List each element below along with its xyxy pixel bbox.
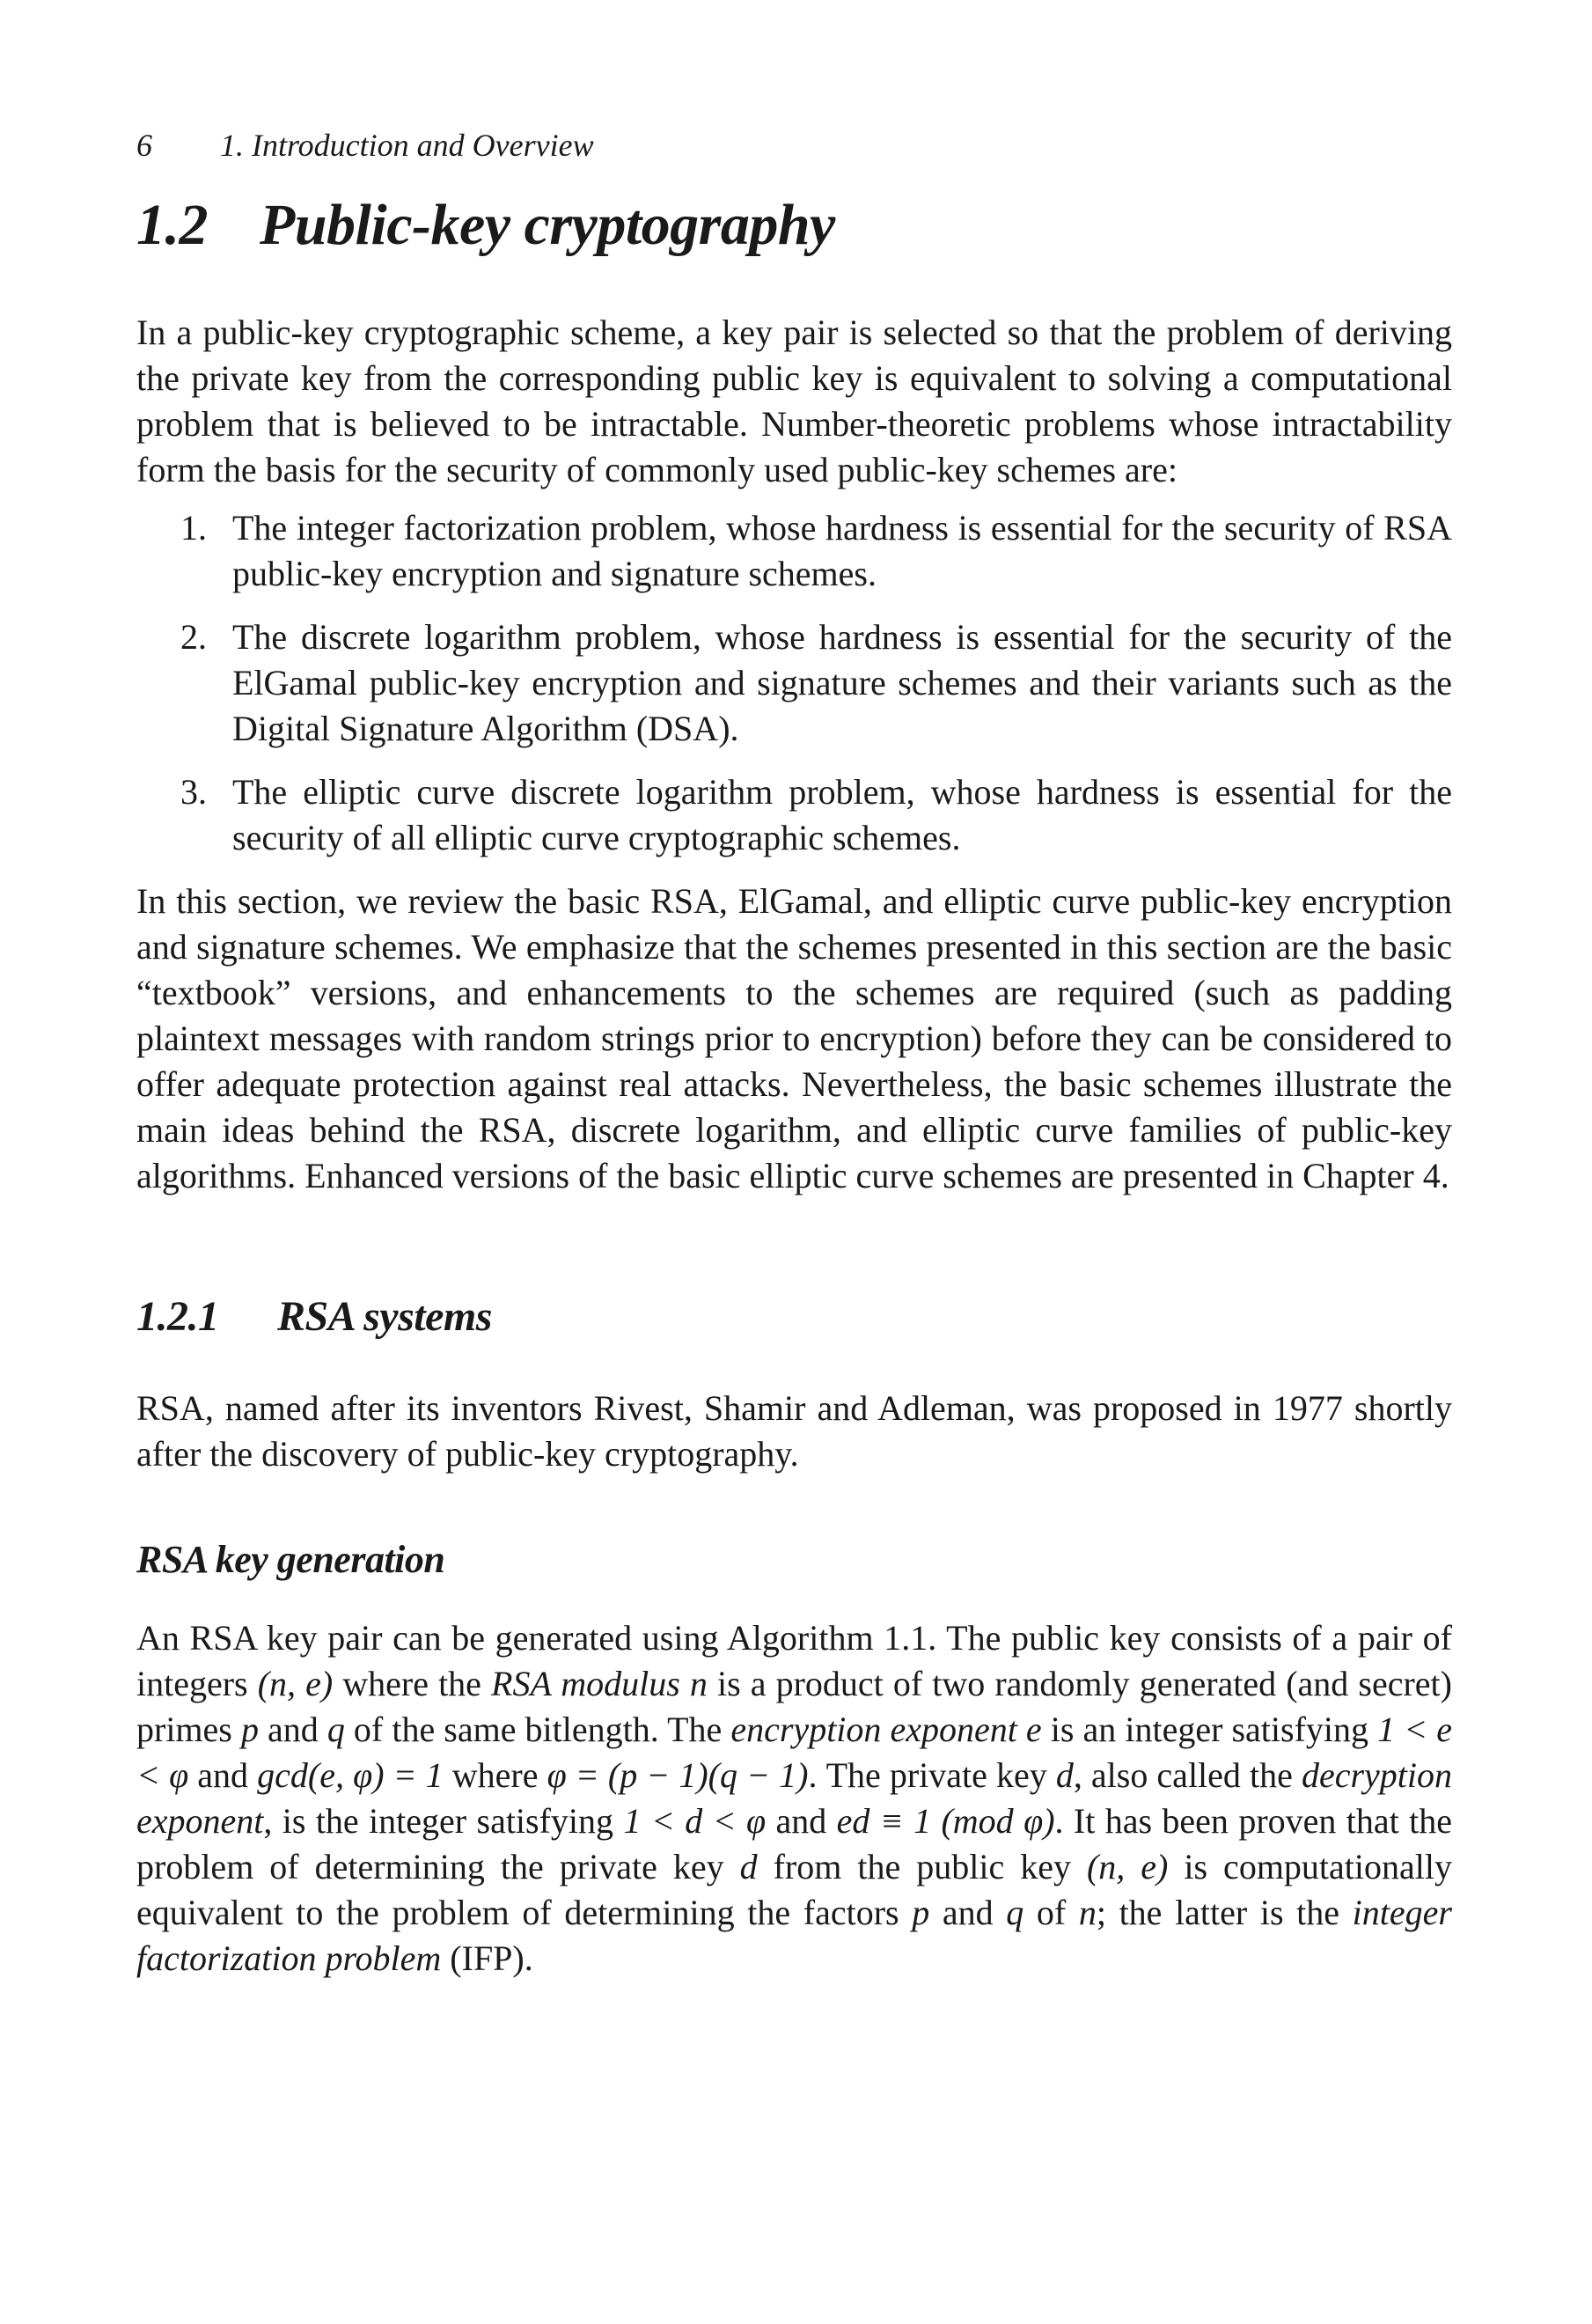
subsection-heading (136, 1291, 1452, 1342)
term-encryption-exponent: encryption exponent e (730, 1710, 1042, 1750)
term-decryption-exponent: decryption exponent (136, 1755, 1453, 1842)
list-item (136, 769, 1452, 861)
running-head (136, 123, 1452, 167)
math-inline: p (912, 1893, 930, 1933)
math-inline: 1 < d < φ (623, 1801, 767, 1842)
list-item (136, 505, 1452, 597)
math-inline: ed ≡ 1 (mod φ) (836, 1801, 1055, 1842)
term-integer-factorization-problem: integer factorization problem (136, 1893, 1452, 1979)
list-marker: 2. (180, 616, 207, 657)
document-page (136, 123, 1452, 1982)
math-inline: p (240, 1710, 259, 1750)
list-marker: 1. (180, 507, 207, 548)
subsection-number: 1.2.1 (136, 1292, 219, 1340)
math-inline: q (1006, 1893, 1024, 1933)
subsection-title: RSA systems (277, 1292, 492, 1340)
math-inline: (n, e) (257, 1664, 334, 1704)
rsa-intro-paragraph: RSA, named after its inventors Rivest, Shamir and Adleman, was proposed in 1977 shortly after the discovery of public-key cryptography. (136, 1388, 1452, 1475)
list-item-text: The discrete logarithm problem, whose hardness is essential for the security of the ElGamal public-key encryption and signature schemes and their variants such as the Digital Signature Algorithm (DSA). (232, 616, 1452, 748)
list-item-text: The elliptic curve discrete logarithm problem, whose hardness is essential for the security of all elliptic curve cryptographic schemes. (232, 771, 1452, 857)
page-number: 6 (136, 128, 152, 163)
math-inline: φ = (p − 1)(q − 1) (547, 1755, 809, 1796)
list-item (136, 614, 1452, 752)
intro-paragraph: In a public-key cryptographic scheme, a key pair is selected so that the problem of deriving the private key from the corresponding public key is equivalent to solving a computational problem that is believed to be intractable. Number-theoretic problems whose intractability form the basis for the security of commonly used public-key schemes are: (136, 312, 1452, 489)
list-marker: 3. (180, 771, 207, 812)
chapter-title: 1. Introduction and Overview (220, 128, 594, 163)
math-inline: n (1078, 1893, 1097, 1933)
problem-list (136, 505, 1452, 861)
keygen-heading: RSA key generation (136, 1538, 445, 1582)
math-inline: d (739, 1847, 758, 1887)
section-heading (136, 192, 1452, 259)
math-inline: 1 < e < φ (136, 1710, 1453, 1796)
section-title: Public-key cryptography (260, 193, 835, 257)
section-number: 1.2 (136, 193, 208, 257)
review-paragraph: In this section, we review the basic RSA, ElGamal, and elliptic curve public-key encryption and signature schemes. We emphasize that the schemes presented in this section are the basic “textbook” versions, and enhancements to the schemes are required (such as padding plaintext messages with random strings prior to encryption) before they can be considered to offer adequate protection against real attacks. Nevertheless, the basic schemes illustrate the main ideas behind the RSA, discrete logarithm, and elliptic curve families of public-key algorithms. Enhanced versions of the basic elliptic curve schemes are presented in Chapter 4. (136, 880, 1452, 1195)
keygen-paragraph: An RSA key pair can be generated using Algorithm 1.1. The public key consists of a pair of integers (n, e) where the RSA modulus n is a product of two randomly generated (and secret) primes p and q of the same bitlength. The encryption exponent e is an integer satisfying 1 < e < φ and gcd(e, φ) = 1 where φ = (p − 1)(q − 1). The private key d, also called the decryption exponent, is the integer satisfying 1 < d < φ and ed ≡ 1 (mod φ). It has been proven that the problem of determining the private key d from the public key (n, e) is computationally equivalent to the problem of determining the factors p and q of n; the latter is the integer factorization problem (IFP). (136, 1618, 1453, 1979)
list-item-text: The integer factorization problem, whose hardness is essential for the security of RSA public-key encryption and signature schemes. (232, 507, 1452, 593)
math-inline: (n, e) (1086, 1847, 1169, 1887)
math-inline: gcd(e, φ) = 1 (257, 1755, 444, 1796)
math-inline: q (326, 1710, 345, 1750)
term-rsa-modulus: RSA modulus n (491, 1664, 708, 1704)
math-inline: d (1055, 1755, 1074, 1796)
